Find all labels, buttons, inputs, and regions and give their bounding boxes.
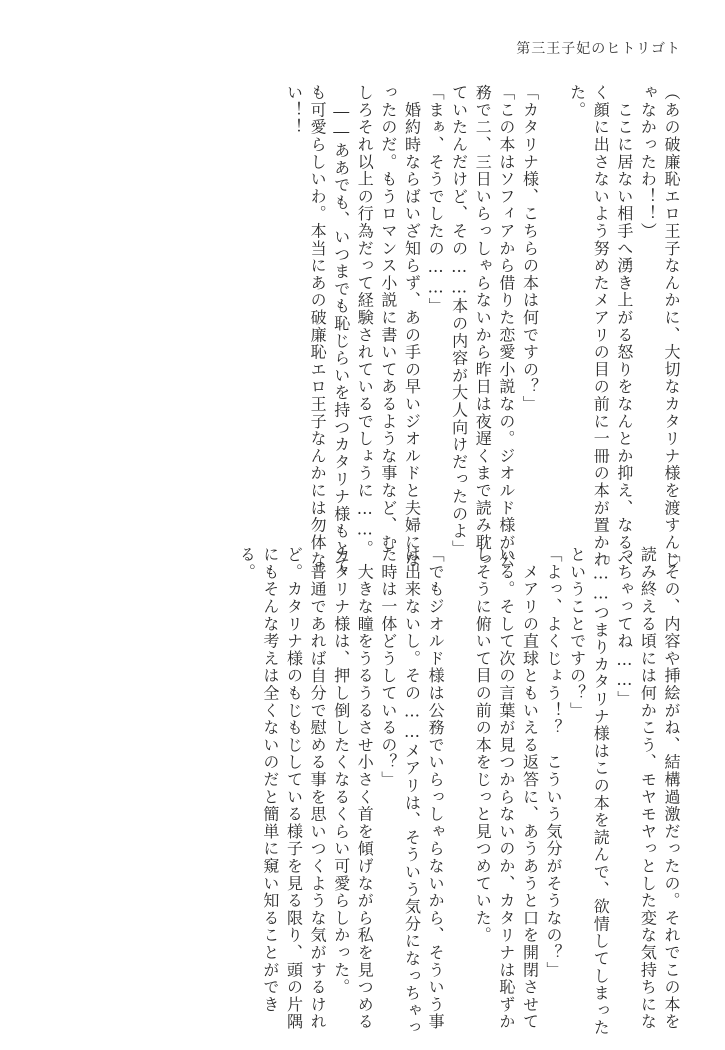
text-line: メアリの直球ともいえる返答に、あうあうと口を開閉させて [520,546,540,1031]
text-line: 務で二、三日いらっしゃらないから昨日は夜遅くまで読み耽っ [473,84,493,569]
text-line: ったのだ。もうロマンス小説に書いてあるような事など、む [378,84,398,552]
running-title: 第三王子妃のヒトリゴト [516,41,681,57]
text-line: 「……つまりカタリナ様はこの本を読んで、欲情してしまった [591,546,611,1037]
text-line: ――ああでも、いつまでも恥じらいを持つカタリナ様もとて [331,84,351,575]
text-line [447,546,471,986]
upper-text-block [282,84,683,575]
text-line: た時は一体どうしているの？」 [378,546,398,789]
lower-text-block [235,546,683,1037]
text-line: る。 [237,546,257,581]
text-line: も可愛らしいわ。本当にあの破廉恥エロ王子なんかには勿体な [308,84,328,569]
text-line: （あの破廉恥エロ王子なんかに、大切なカタリナ様を渡すんじ [662,84,681,569]
text-line: 普通であれば自分で慰める事を思いつくような気がするけれ [308,546,328,1031]
text-line: ゃなかったわ！！） [638,84,658,240]
text-line: 「よっ、よくじょう！？ こういう気分がそうなの？」 [544,546,564,979]
text-line: カタリナ様は、押し倒したくなるくらい可愛らしかった。 [331,546,351,996]
text-line: しそうに俯いて目の前の本をじっと見つめていた。 [473,546,493,944]
text-line: 読み終える頃には何かこう、モヤモヤっとした変な気持ちにな [638,546,658,1031]
text-line: ど。カタリナ様のもじもじしている様子を見る限り、頭の片隅 [284,546,304,1031]
text-line: ということですの？」 [567,546,587,719]
text-line: 婚約時ならばいざ知らず、あの手の早いジオルドと夫婦にな [402,84,422,569]
text-line [541,84,565,514]
text-line: っちゃってね……」 [614,546,634,708]
text-line: 「でもジオルド様は公務でいらっしゃらないから、そういう事 [426,546,446,1031]
text-line: にもそんな考えは全くないのだと簡単に窺い知ることができ [260,546,280,1014]
text-line: ここに居ない相手へ湧き上がる怒りをなんとか抑え、なるべ [614,84,634,569]
text-line: い！！ [284,84,304,136]
text-line: 「まぁ、そうでしたの……」 [426,84,446,315]
text-line: しろそれ以上の行為だって経験されているでしょうに……。 [355,84,375,558]
text-line: く顔に出さないよう努めたメアリの目の前に一冊の本が置かれ [591,84,611,569]
text-line: 「この本はソフィアから借りた恋愛小説なの。ジオルド様が公 [496,84,516,569]
text-line: た。 [567,84,587,119]
text-line: ていたんだけど、その……本の内容が大人向けだったのよ」 [449,84,469,558]
text-line: いる。そして次の言葉が見つからないのか、カタリナは恥ずか [496,546,516,1031]
text-line: は出来ないし。その……メアリは、そういう気分になっちゃっ [402,546,422,1037]
text-line: 「その、内容や挿絵がね、結構過激だったの。それでこの本を [662,546,681,1031]
text-line: 大きな瞳をうるうるさせ小さく首を傾げながら私を見つめる [355,546,375,1031]
text-line: 「カタリナ様、こちらの本は何ですの？」 [520,84,540,413]
